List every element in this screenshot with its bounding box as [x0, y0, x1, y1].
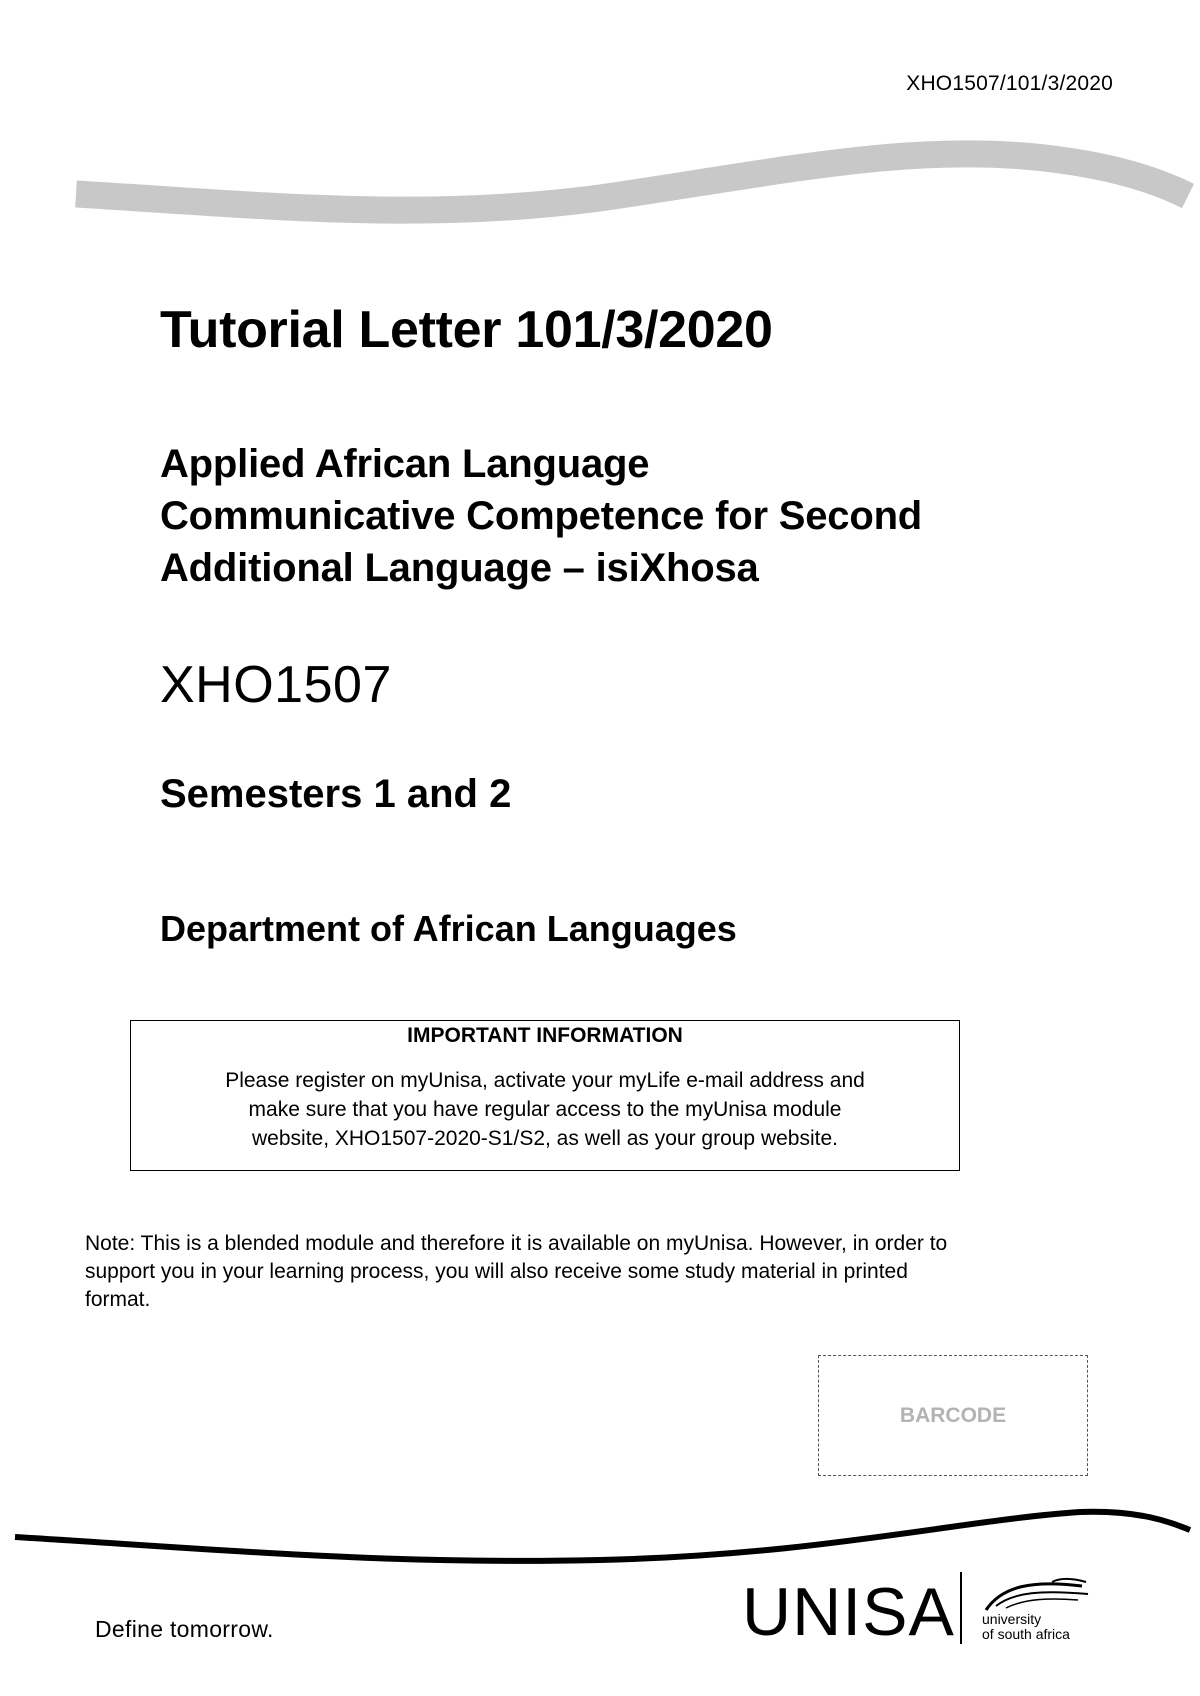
- important-information-box: [130, 1020, 960, 1171]
- important-text-line: website, XHO1507-2020-S1/S2, as well as your group website.: [252, 1127, 838, 1150]
- department-name: Department of African Languages: [160, 908, 737, 949]
- barcode-placeholder: [818, 1355, 1088, 1476]
- logo-sub-line: university: [982, 1611, 1042, 1627]
- note-line: Note: This is a blended module and therefore it is available on myUnisa. However, in order to: [85, 1232, 948, 1255]
- note-line: format.: [85, 1288, 151, 1311]
- module-code: XHO1507: [160, 656, 392, 714]
- unisa-logo-subtitle: [982, 1612, 1070, 1642]
- unisa-logo-wordmark: UNISA: [742, 1574, 955, 1650]
- note-paragraph: [85, 1230, 1115, 1314]
- important-heading: IMPORTANT INFORMATION: [407, 1024, 683, 1047]
- unisa-logo-emblem-icon: [982, 1576, 1092, 1612]
- important-text-line: make sure that you have regular access to the myUnisa module: [248, 1098, 842, 1121]
- logo-divider: [960, 1572, 962, 1644]
- barcode-label: BARCODE: [899, 1403, 1007, 1427]
- module-name-line: Communicative Competence for Second: [160, 494, 923, 538]
- document-code: XHO1507/101/3/2020: [906, 72, 1113, 95]
- page-title: Tutorial Letter 101/3/2020: [160, 301, 773, 359]
- logo-sub-line: of south africa: [982, 1626, 1070, 1642]
- tagline: Define tomorrow.: [95, 1616, 274, 1642]
- important-text: [131, 1066, 959, 1153]
- module-name-line: Applied African Language: [160, 442, 650, 486]
- note-line: support you in your learning process, you will also receive some study material in printed: [85, 1260, 908, 1283]
- module-name: [160, 438, 922, 594]
- semesters-label: Semesters 1 and 2: [160, 772, 512, 816]
- important-text-line: Please register on myUnisa, activate your myLife e-mail address and: [225, 1069, 865, 1092]
- module-name-line: Additional Language – isiXhosa: [160, 546, 759, 590]
